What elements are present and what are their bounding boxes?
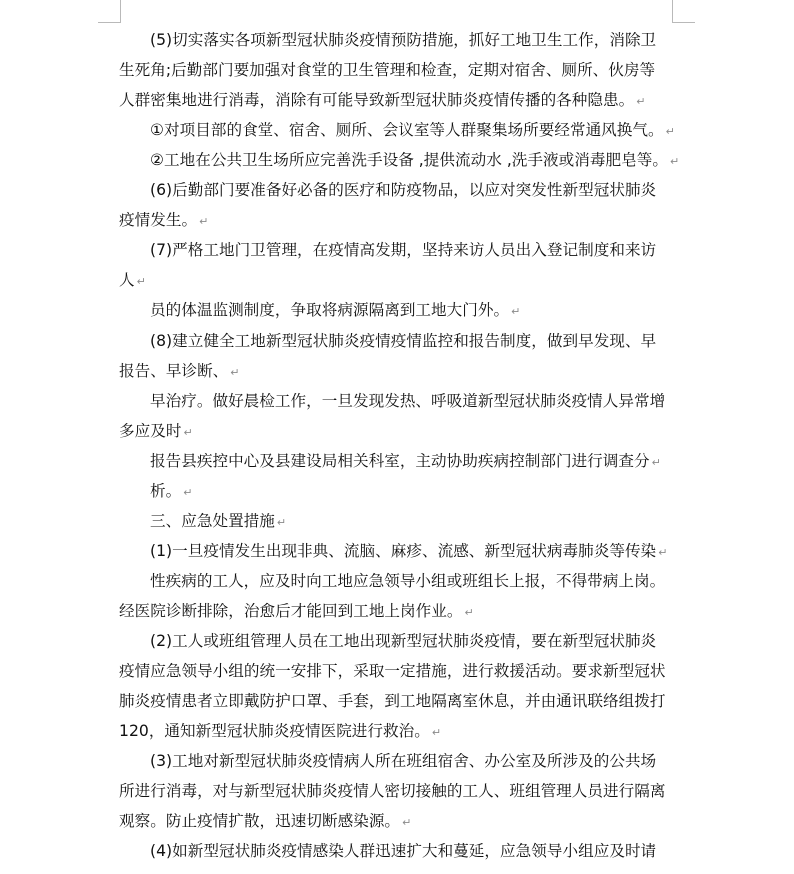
- paragraph-mark-icon: ↵: [511, 305, 521, 319]
- line-text: 生死角;后勤部门要加强对食堂的卫生管理和检查，定期对宿舍、厕所、伙房等: [119, 61, 656, 80]
- line-text: (5)切实落实各项新型冠状肺炎疫情预防措施，抓好工地卫生工作，消除卫: [150, 31, 657, 49]
- text-line: [150, 751, 656, 771]
- page-corner-mark-right: [672, 0, 695, 23]
- paragraph-mark-icon: ↵: [665, 125, 675, 139]
- line-text: ②工地在公共卫生场所应完善洗手设备 ,提供流动水 ,洗手液或消毒肥皂等。: [150, 151, 668, 170]
- line-text: 120，通知新型冠状肺炎疫情医院进行救治。: [119, 722, 430, 741]
- text-line: [150, 331, 656, 351]
- text-line: [150, 240, 656, 260]
- line-text: 报告县疾控中心及县建设局相关科室，主动协助疾病控制部门进行调查分: [150, 451, 650, 470]
- line-text: 报告、早诊断、: [119, 361, 229, 380]
- line-text: 疫情应急领导小组的统一安排下，采取一定措施，进行救援活动。要求新型冠状: [119, 662, 666, 681]
- paragraph-mark-icon: ↵: [230, 365, 240, 379]
- text-line: [150, 120, 675, 142]
- text-line: [150, 150, 679, 172]
- paragraph-mark-icon: ↵: [636, 95, 646, 109]
- paragraph-mark-icon: ↵: [431, 726, 442, 740]
- text-line: [119, 721, 441, 743]
- line-text: (3)工地对新型冠状肺炎疫情病人所在班组宿舍、办公室及所涉及的公共场: [150, 752, 657, 771]
- line-text: 析。: [150, 481, 182, 500]
- line-text: 疫情发生。: [119, 211, 198, 230]
- paragraph-mark-icon: ↵: [276, 515, 287, 529]
- text-line: [150, 631, 656, 651]
- line-text: 人群密集地进行消毒，消除有可能导致新型冠状肺炎疫情传播的各种隐患。: [119, 91, 635, 110]
- text-line: [150, 451, 661, 473]
- paragraph-mark-icon: ↵: [183, 485, 193, 499]
- paragraph-mark-icon: ↵: [651, 455, 661, 469]
- line-text: (7)严格工地门卫管理，在疫情高发期，坚持来访人员出入登记制度和来访: [150, 241, 657, 260]
- line-text: (2)工人或班组管理人员在工地出现新型冠状肺炎疫情，要在新型冠状肺炎: [150, 632, 657, 650]
- line-text: (1)一旦疫情发生出现非典、流脑、麻疹、流感、新型冠状病毒肺炎等传染: [150, 541, 657, 560]
- line-text: 性疾病的工人，应及时向工地应急领导小组或班组长上报，不得带病上岗。: [150, 571, 666, 590]
- text-line: [150, 571, 665, 591]
- text-line: [119, 270, 146, 292]
- paragraph-mark-icon: ↵: [658, 545, 668, 559]
- text-line: [150, 541, 667, 563]
- paragraph-mark-icon: ↵: [183, 425, 193, 439]
- text-line: [150, 300, 520, 322]
- line-text: 观察。防止疫情扩散，迅速切断感染源。: [119, 812, 401, 831]
- line-text: 所进行消毒，对与新型冠状肺炎疫情人密切接触的工人、班组管理人员进行隔离: [119, 782, 666, 801]
- line-text: 多应及时: [119, 421, 182, 440]
- line-text: (6)后勤部门要准备好必备的医疗和防疫物品，以应对突发性新型冠状肺炎: [150, 181, 657, 200]
- line-text: 人: [119, 271, 135, 290]
- text-line: [150, 841, 656, 861]
- line-text: 员的体温监测制度，争取将病源隔离到工地大门外。: [150, 301, 510, 320]
- paragraph-mark-icon: ↵: [669, 155, 680, 169]
- text-line: [150, 481, 192, 503]
- paragraph-mark-icon: ↵: [464, 605, 474, 619]
- paragraph-mark-icon: ↵: [199, 215, 209, 229]
- text-line: [150, 511, 286, 533]
- text-line: [119, 661, 665, 681]
- page-corner-mark-left: [98, 0, 121, 23]
- line-text: (4)如新型冠状肺炎疫情感染人群迅速扩大和蔓延，应急领导小组应及时请: [150, 842, 657, 861]
- line-text: 肺炎疫情患者立即戴防护口罩、手套，到工地隔离室休息，并由通讯联络组拨打: [119, 692, 666, 711]
- line-text: 三、应急处置措施: [150, 511, 275, 530]
- text-line: [119, 421, 193, 443]
- paragraph-mark-icon: ↵: [136, 275, 146, 289]
- text-line: [119, 361, 240, 383]
- text-line: [119, 811, 411, 833]
- text-line: [119, 90, 646, 112]
- line-text: 早治疗。做好晨检工作，一旦发现发热、呼吸道新型冠状肺炎疫情人异常增: [150, 391, 666, 410]
- text-line: [119, 60, 655, 80]
- line-text: (8)建立健全工地新型冠状肺炎疫情疫情监控和报告制度，做到早发现、早: [150, 331, 657, 350]
- text-line: [119, 691, 665, 711]
- text-line: [150, 180, 656, 200]
- text-line: [119, 601, 474, 623]
- paragraph-mark-icon: ↵: [402, 816, 412, 830]
- text-line: [150, 391, 665, 411]
- text-line: [119, 210, 208, 232]
- text-line: [119, 781, 665, 801]
- line-text: ①对项目部的食堂、宿舍、厕所、会议室等人群聚集场所要经常通风换气。: [150, 121, 664, 140]
- text-line: [150, 30, 656, 50]
- line-text: 经医院诊断排除，治愈后才能回到工地上岗作业。: [119, 601, 463, 620]
